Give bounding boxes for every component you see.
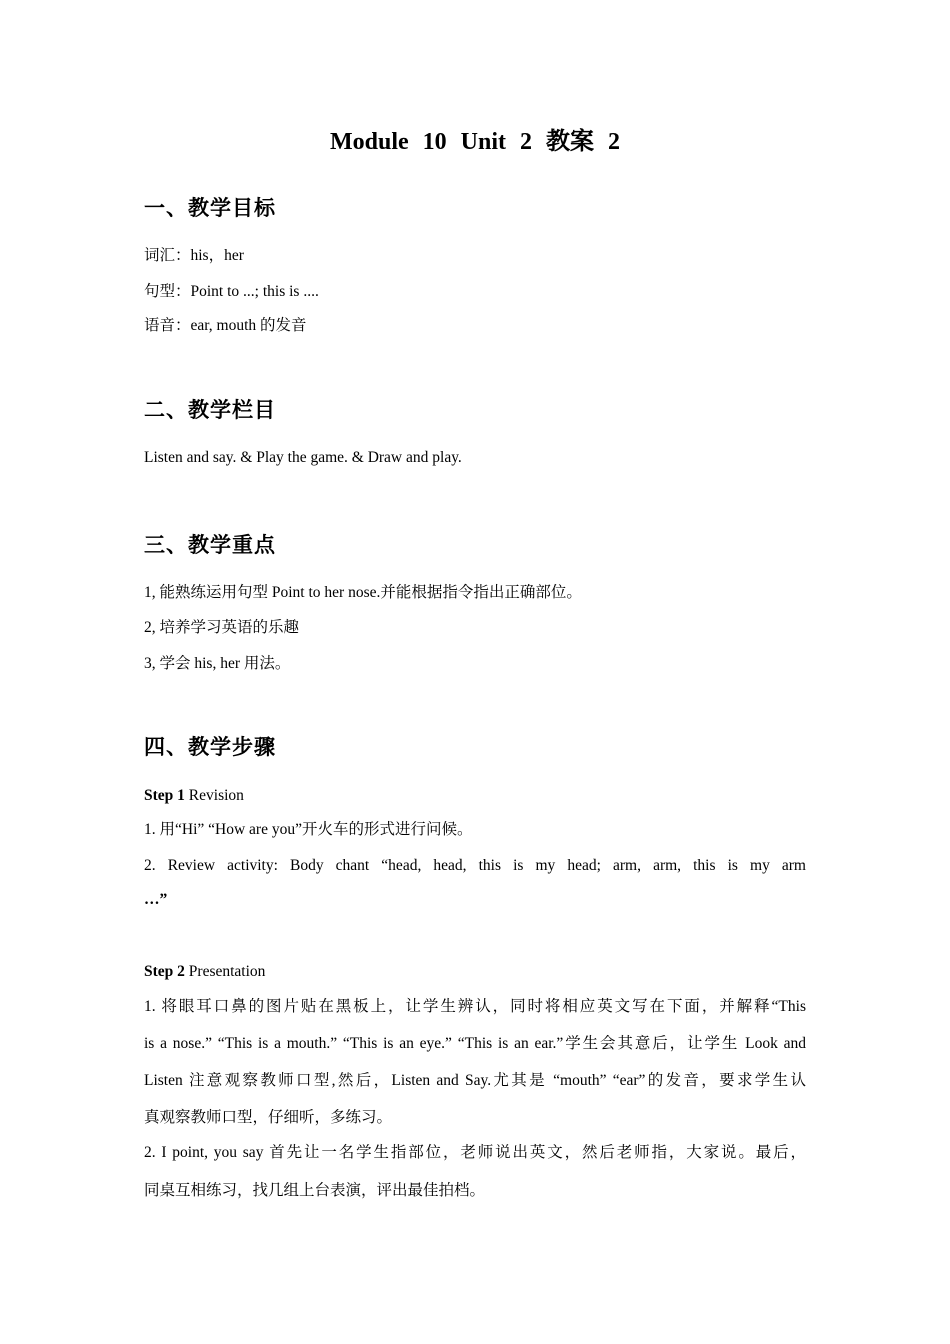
key-point-1: 1, 能熟练运用句型 Point to her nose.并能根据指令指出正确部位。 bbox=[144, 584, 582, 601]
step-1-item-2: 2. Review activity: Body chant “head, head, this is my head; arm, arm, this is my arm bbox=[144, 857, 806, 874]
step-1-item-2-continued: …” bbox=[144, 891, 168, 908]
section-heading-steps: 四、教学步骤 bbox=[144, 735, 276, 759]
objective-vocabulary: 词汇：his，her bbox=[144, 247, 244, 264]
section-heading-key-points: 三、教学重点 bbox=[144, 533, 276, 557]
step-1-name: Revision bbox=[184, 787, 244, 804]
step-2-item-1-line-4: 真观察教师口型，仔细听，多练习。 bbox=[144, 1109, 393, 1126]
key-point-2: 2, 培养学习英语的乐趣 bbox=[144, 619, 300, 636]
step-2-item-1-line-2: is a nose.” “This is a mouth.” “This is an eye.” “This is an ear.”学生会其意后，让学生 Look and bbox=[144, 1035, 806, 1052]
columns-text: Listen and say. & Play the game. & Draw and play. bbox=[144, 449, 462, 466]
step-2-label: Step 2 bbox=[144, 963, 185, 980]
step-1-label: Step 1 bbox=[144, 787, 185, 804]
step-2-item-2-line-2: 同桌互相练习，找几组上台表演，评出最佳拍档。 bbox=[144, 1182, 486, 1199]
step-1-item-1: 1. 用“Hi” “How are you”开火车的形式进行问候。 bbox=[144, 821, 473, 838]
objective-sentence-pattern: 句型：Point to ...; this is .... bbox=[144, 283, 319, 300]
section-heading-objectives: 一、教学目标 bbox=[144, 196, 276, 220]
step-2-heading bbox=[144, 961, 806, 983]
step-2-item-1-line-1: 1. 将眼耳口鼻的图片贴在黑板上，让学生辨认，同时将相应英文写在下面，并解释“This bbox=[144, 998, 806, 1015]
section-heading-columns: 二、教学栏目 bbox=[144, 398, 276, 422]
objective-pronunciation: 语音：ear, mouth 的发音 bbox=[144, 317, 307, 334]
step-1-heading bbox=[144, 785, 806, 807]
key-point-3: 3, 学会 his, her 用法。 bbox=[144, 655, 291, 672]
step-2-item-2-line-1: 2. I point, you say 首先让一名学生指部位，老师说出英文，然后老师指，大家说。最后， bbox=[144, 1144, 806, 1161]
step-2-name: Presentation bbox=[184, 963, 266, 980]
step-2-item-1-line-3: Listen 注意观察教师口型,然后，Listen and Say.尤其是 “mouth” “ear”的发音，要求学生认 bbox=[144, 1072, 806, 1089]
page-title: Module 10 Unit 2 教案 2 bbox=[329, 129, 620, 155]
